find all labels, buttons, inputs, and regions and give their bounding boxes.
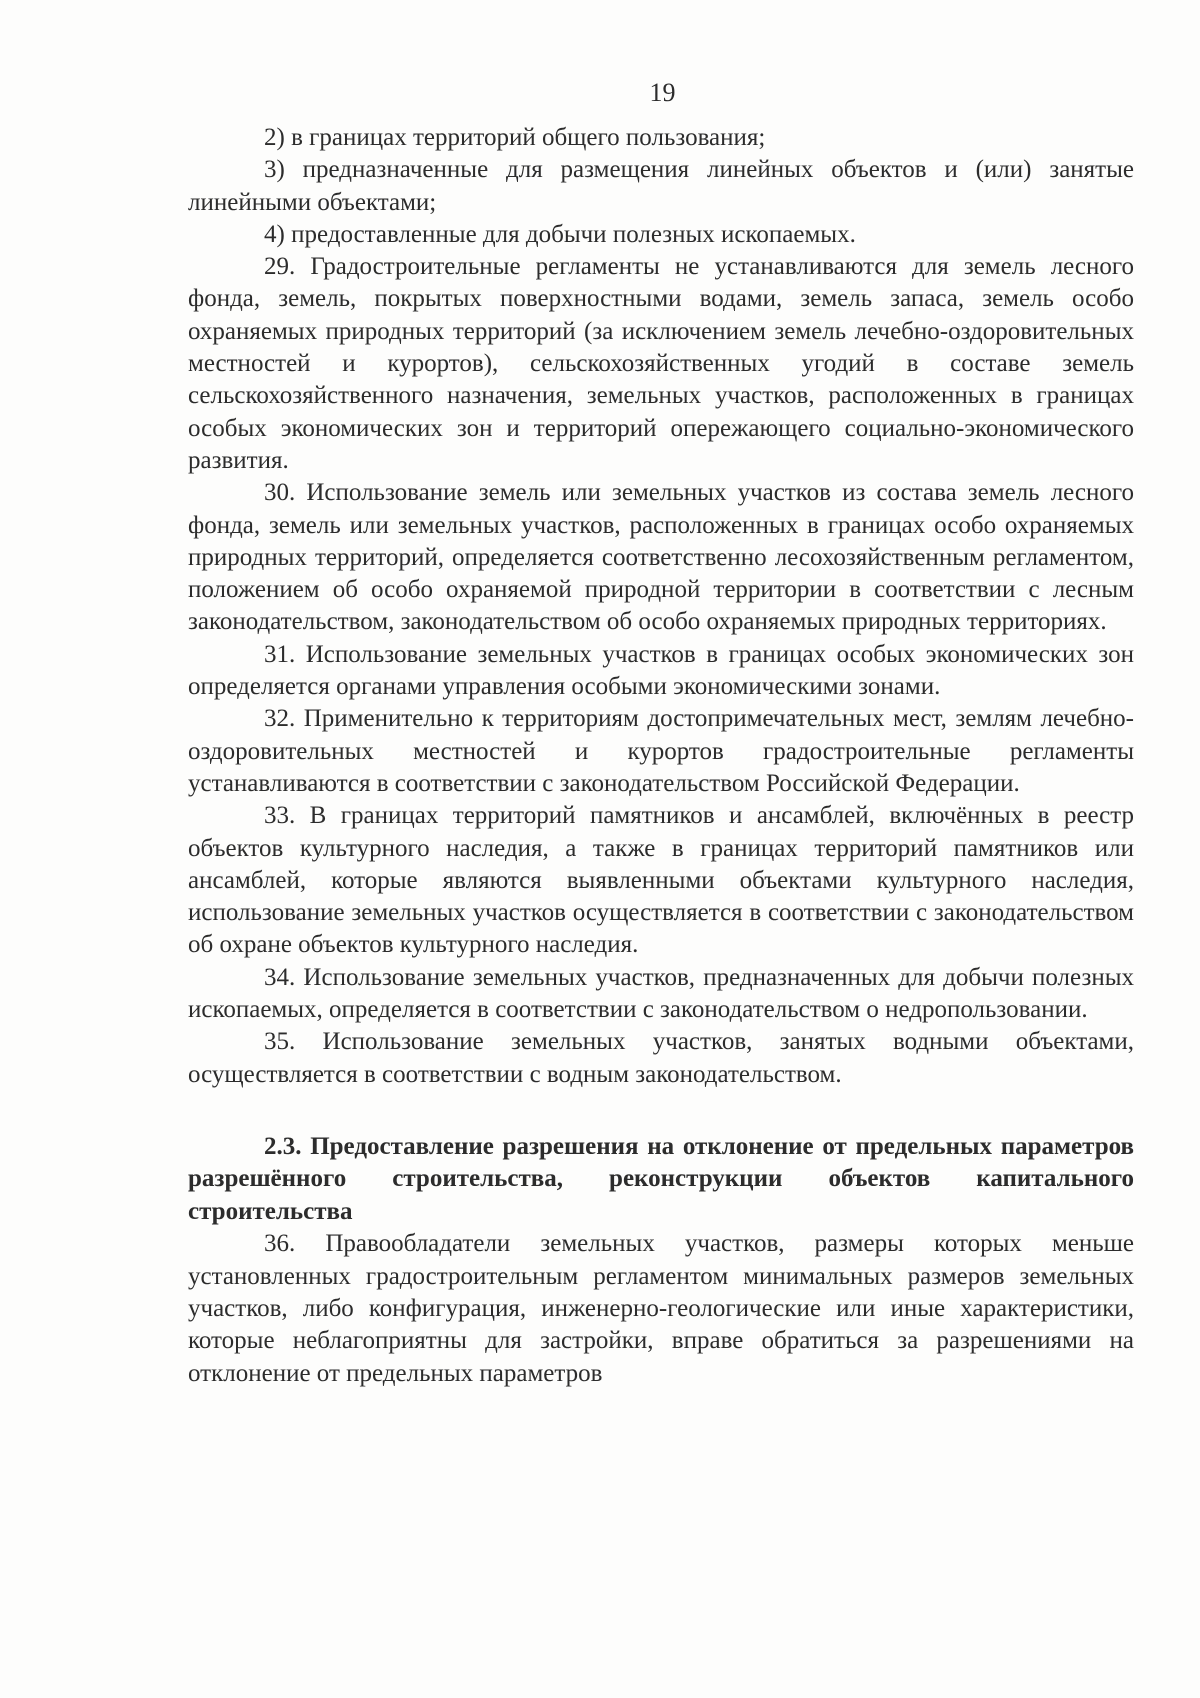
document-body <box>188 122 1134 1390</box>
paragraph-33: 33. В границах территорий памятников и ансамблей, включённых в реестр объектов культурного наследия, а также в границах территорий памятников или ансамблей, которые являются выявленными объектами культурного наследия, использование земельных участков осуществляется в соответствии с законодательством об охране объектов культурного наследия. <box>188 802 1134 959</box>
page-number: 19 <box>649 78 676 107</box>
paragraph-32: 32. Применительно к территориям достопримечательных мест, землям лечебно-оздоровительных местностей и курортов градостроительные регламенты устанавливаются в соответствии с законодательством Российской Федерации. <box>188 705 1134 797</box>
section-heading: 2.3. Предоставление разрешения на отклонение от предельных параметров разрешённого строительства, реконструкции объектов капитального строительства <box>188 1132 1134 1225</box>
list-item-3: 3) предназначенные для размещения линейных объектов и (или) занятые линейными объектами; <box>188 156 1134 216</box>
paragraph-31: 31. Использование земельных участков в границах особых экономических зон определяется органами управления особыми экономическими зонами. <box>188 640 1134 701</box>
paragraph-36: 36. Правообладатели земельных участков, размеры которых меньше установленных градостроительным регламентом минимальных размеров земельных участков, либо конфигурация, инженерно-геологические или иные характеристики, которые неблагоприятны для застройки, вправе обратиться за разрешениями на отклонение от предельных параметров <box>188 1230 1134 1387</box>
paragraph-29: 29. Градостроительные регламенты не устанавливаются для земель лесного фонда, земель, покрытых поверхностными водами, земель запаса, земель особо охраняемых природных территорий (за исключением земель лечебно-оздоровительных местностей и курортов), сельскохозяйственных угодий в составе земель сельскохозяйственного назначения, земельных участков, расположенных в границах особых экономических зон и территорий опережающего социально-экономического развития. <box>188 253 1134 474</box>
list-item-2: 2) в границах территорий общего пользования; <box>264 124 766 151</box>
paragraph-34: 34. Использование земельных участков, предназначенных для добычи полезных ископаемых, определяется в соответствии с законодательством о недропользовании. <box>188 963 1134 1024</box>
paragraph-30: 30. Использование земель или земельных участков из состава земель лесного фонда, земель или земельных участков, расположенных в границах особо охраняемых природных территорий, определяется соответственно лесохозяйственным регламентом, положением об особо охраняемой природной территории в соответствии с лесным законодательством, законодательством об особо охраняемых природных территориях. <box>188 479 1134 636</box>
paragraph-35: 35. Использование земельных участков, занятых водными объектами, осуществляется в соответствии с водным законодательством. <box>188 1028 1134 1088</box>
list-item-4: 4) предоставленные для добычи полезных ископаемых. <box>264 220 856 248</box>
